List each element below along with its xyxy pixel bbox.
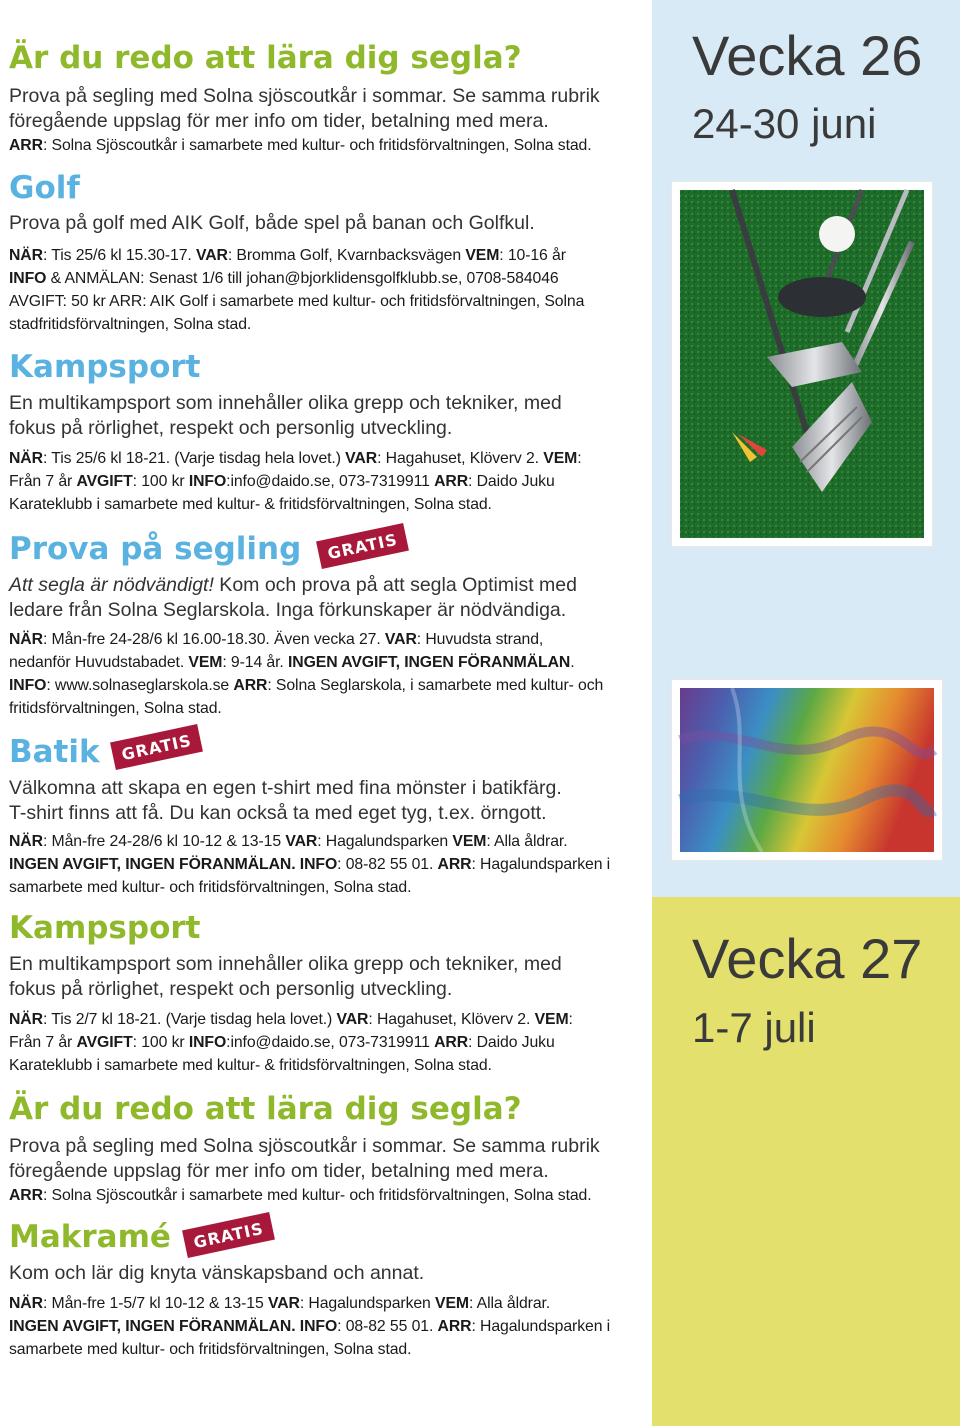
- gratis-badge-prova: GRATIS: [316, 523, 409, 569]
- section-segla-2: [9, 1092, 644, 1207]
- gratis-badge-batik: GRATIS: [110, 724, 203, 770]
- golf-photo: [672, 182, 932, 546]
- batik-photo: [672, 680, 942, 860]
- section-kampsport-1: [9, 350, 644, 516]
- section-kampsport-2: [9, 911, 644, 1077]
- gratis-badge-makrame: GRATIS: [182, 1212, 275, 1258]
- week-27-title: Vecka 27: [692, 927, 923, 990]
- intro-golf: Prova på golf med AIK Golf, både spel på banan och Golfkul.: [9, 212, 535, 234]
- details-kampsport-1: NÄR: Tis 25/6 kl 18-21. (Varje tisdag hela lovet.) VAR: Hagahuset, Klöverv 2. VEM: Från 7 år AVGIFT: 100 kr INFO:info@daido.se, 073-7319911 ARR: Daido Juku Karateklubb i samarbete med kultur- & fritidsförvaltningen, Solna stad.: [9, 450, 582, 513]
- week-26-dates: 24-30 juni: [692, 100, 877, 147]
- section-batik: [9, 735, 644, 899]
- details-makrame: NÄR: Mån-fre 1-5/7 kl 10-12 & 13-15 VAR: Hagalundsparken VEM: Alla åldrar. INGEN AVGIFT, INGEN FÖRANMÄLAN. INFO: 08-82 55 01. ARR: Hagalundsparken i samarbete med kultur- och fritidsförvaltningen, Solna stad.: [9, 1295, 611, 1358]
- week-26-title: Vecka 26: [692, 24, 923, 87]
- section-makrame: [9, 1220, 644, 1361]
- section-golf: [9, 171, 644, 336]
- section-segla-1: [9, 41, 644, 157]
- heading-golf: Golf: [9, 170, 80, 206]
- intro-segla-2: Prova på segling med Solna sjöscoutkår i sommar. Se samma rubrik föregående uppslag för mer info om tider, betalning med mera.: [9, 1135, 600, 1182]
- details-golf: NÄR: Tis 25/6 kl 15.30-17. VAR: Bromma Golf, Kvarnbacksvägen VEM: 10-16 år INFO & ANMÄLAN: Senast 1/6 till johan@bjorklidensgolfklubb.se, 0708-584046 AVGIFT: 50 kr ARR: AIK Golf i samarbete med kultur- och fritidsförvaltningen, Solna stadfritidsförvaltningen, Solna stad.: [9, 247, 585, 333]
- intro-segla-1: Prova på segling med Solna sjöscoutkår i sommar. Se samma rubrik föregående uppslag för mer info om tider, betalning med mera.: [9, 85, 600, 132]
- details-kampsport-2: NÄR: Tis 2/7 kl 18-21. (Varje tisdag hela lovet.) VAR: Hagahuset, Klöverv 2. VEM: Från 7 år AVGIFT: 100 kr INFO:info@daido.se, 073-7319911 ARR: Daido Juku Karateklubb i samarbete med kultur- & fritidsförvaltningen, Solna stad.: [9, 1011, 573, 1074]
- heading-segla-1: Är du redo att lära dig segla?: [9, 40, 522, 76]
- heading-makrame: Makramé: [9, 1219, 171, 1255]
- details-prova-segling: NÄR: Mån-fre 24-28/6 kl 16.00-18.30. Även vecka 27. VAR: Huvudsta strand, nedanför Huvudstabadet. VEM: 9-14 år. INGEN AVGIFT, INGEN FÖRANMÄLAN. INFO: www.solnaseglarskola.se ARR: Solna Seglarskola, i samarbete med kultur- och fritidsförvaltningen, Solna stad.: [9, 631, 604, 717]
- details-segla-2: ARR: Solna Sjöscoutkår i samarbete med kultur- och fritidsförvaltningen, Solna stad.: [9, 1187, 592, 1204]
- golf-clubs-image: [672, 182, 932, 546]
- intro-prova-segling: Att segla är nödvändigt! Kom och prova på att segla Optimist med ledare från Solna Seglarskola. Inga förkunskaper är nödvändiga.: [9, 574, 577, 621]
- details-batik: NÄR: Mån-fre 24-28/6 kl 10-12 & 13-15 VAR: Hagalundsparken VEM: Alla åldrar. INGEN AVGIFT, INGEN FÖRANMÄLAN. INFO: 08-82 55 01. ARR: Hagalundsparken i samarbete med kultur- och fritidsförvaltningen, Solna stad.: [9, 833, 611, 896]
- intro-batik: Välkomna att skapa en egen t-shirt med fina mönster i batikfärg. T-shirt finns att få. Du kan också ta med eget tyg, t.ex. örngott.: [9, 777, 562, 824]
- tie-dye-fabric-image: [672, 680, 942, 860]
- heading-prova-segling: Prova på segling: [9, 531, 302, 567]
- heading-segla-2: Är du redo att lära dig segla?: [9, 1091, 522, 1127]
- heading-batik: Batik: [9, 734, 100, 770]
- week-27-dates: 1-7 juli: [692, 1004, 816, 1051]
- intro-makrame: Kom och lär dig knyta vänskapsband och annat.: [9, 1262, 425, 1284]
- heading-kampsport-1: Kampsport: [9, 349, 201, 385]
- intro-kampsport-1: En multikampsport som innehåller olika grepp och tekniker, med fokus på rörlighet, respekt och personlig utveckling.: [9, 392, 562, 439]
- details-segla-1: ARR: Solna Sjöscoutkår i samarbete med kultur- och fritidsförvaltningen, Solna stad.: [9, 137, 592, 154]
- intro-kampsport-2: En multikampsport som innehåller olika grepp och tekniker, med fokus på rörlighet, respekt och personlig utveckling.: [9, 953, 562, 1000]
- heading-kampsport-2: Kampsport: [9, 910, 201, 946]
